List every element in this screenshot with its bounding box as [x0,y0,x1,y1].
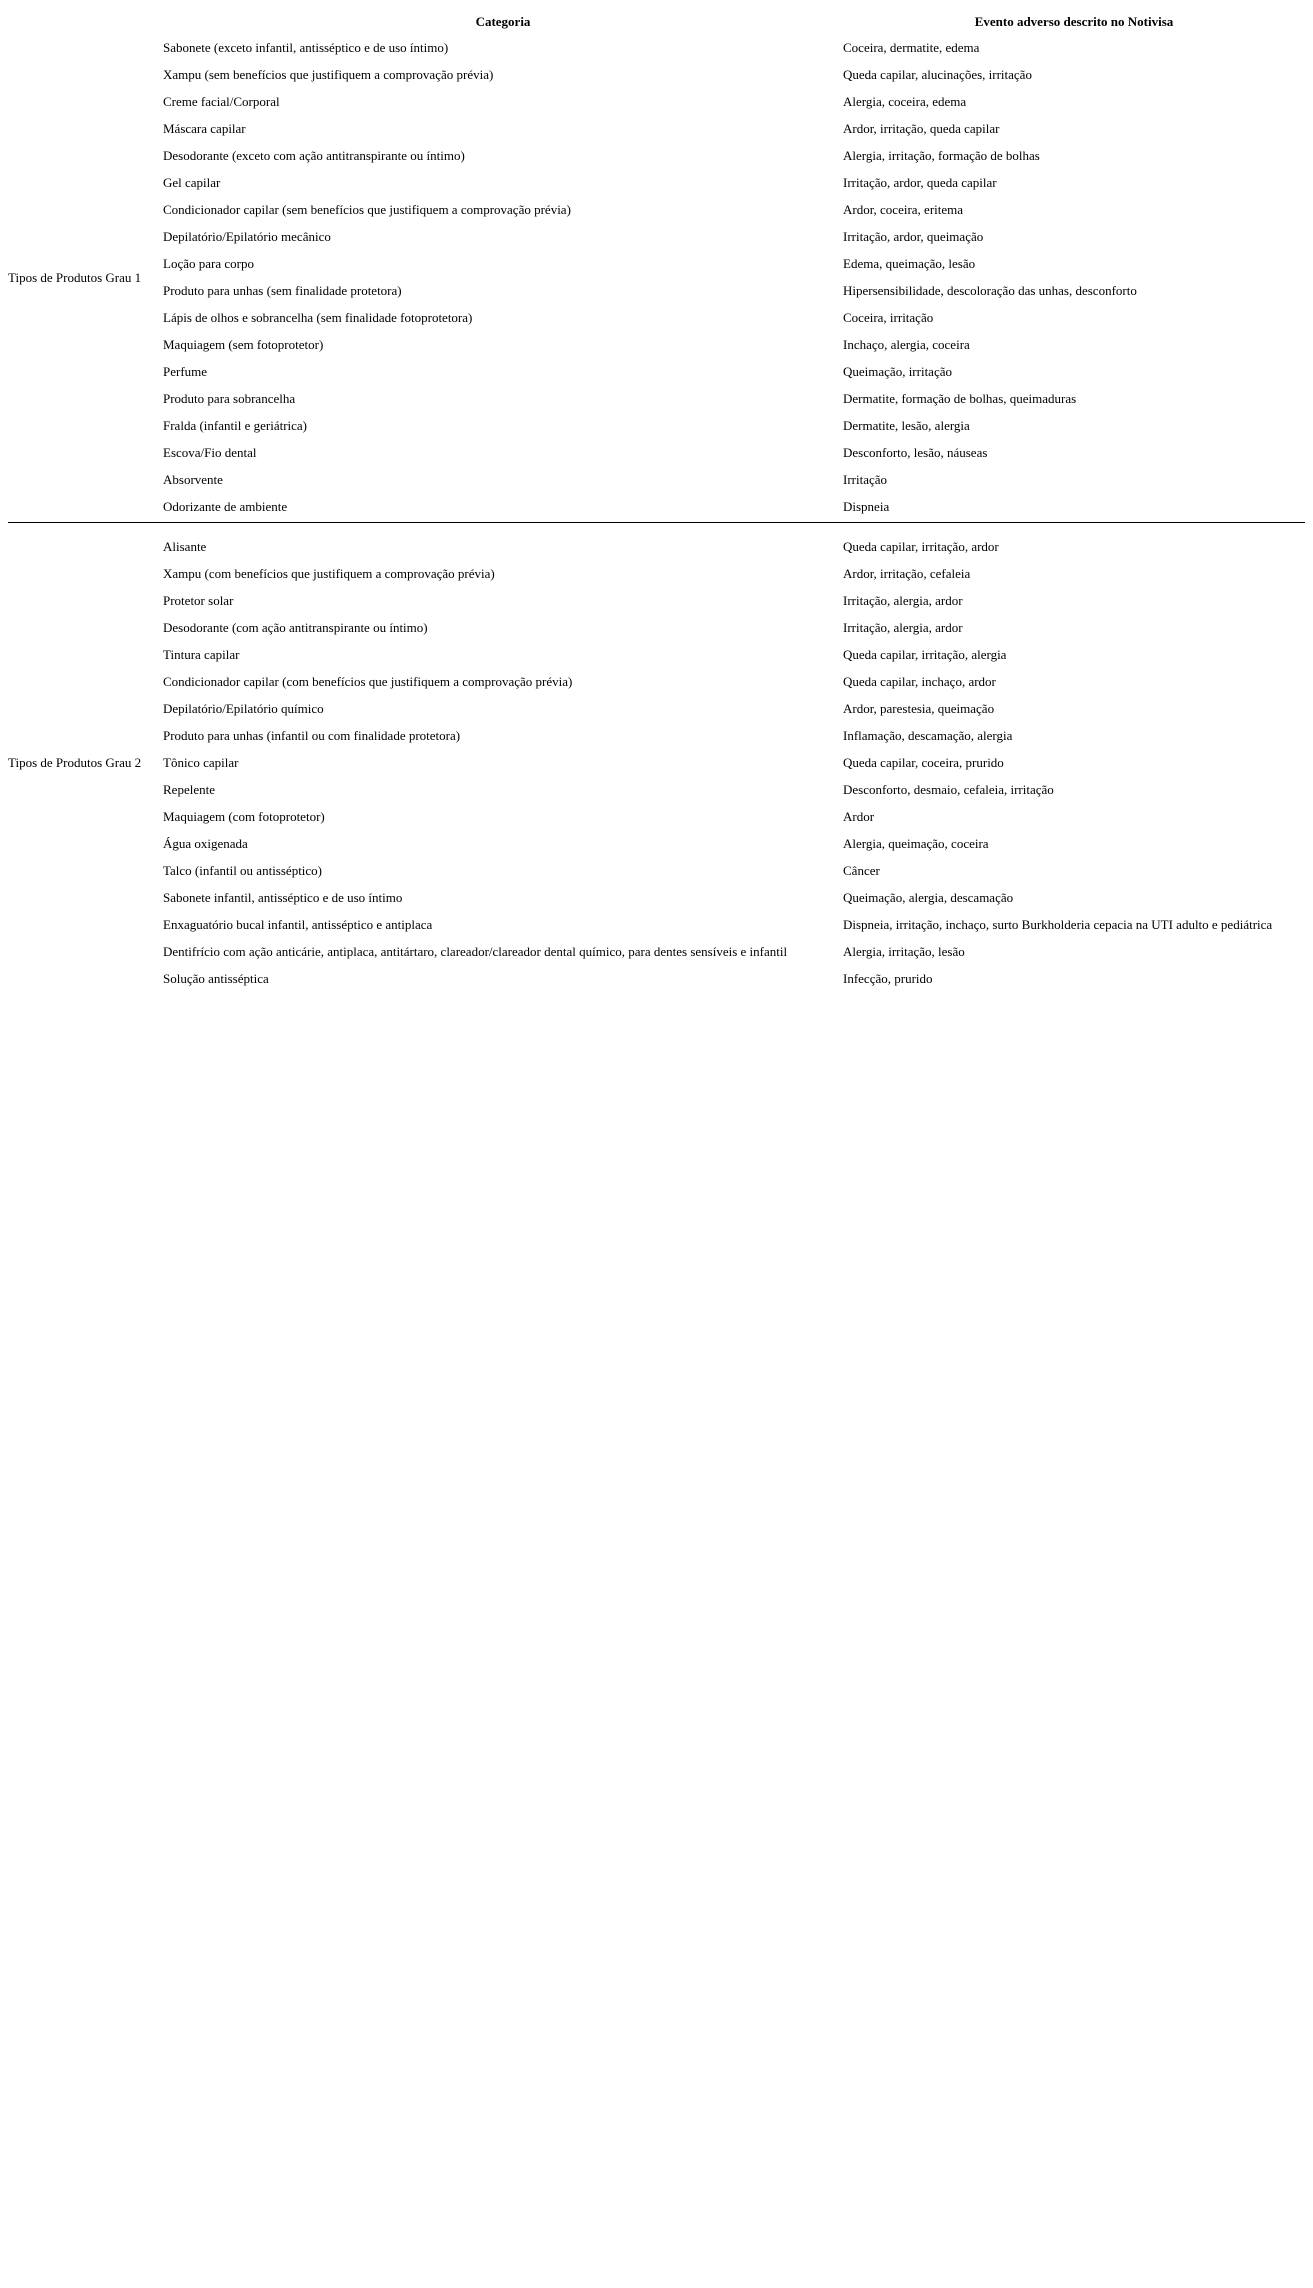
category-cell: Água oxigenada [163,836,248,851]
category-cell: Produto para unhas (infantil ou com finalidade protetora) [163,728,461,743]
category-cell: Sabonete infantil, antisséptico e de uso íntimo [163,890,403,905]
event-cell: Coceira, dermatite, edema [843,40,980,55]
event-cell: Irritação, ardor, queda capilar [843,175,997,190]
event-cell: Irritação [843,472,888,487]
table-row [8,911,1305,938]
table-row [8,277,1305,304]
table-row [8,142,1305,169]
category-cell: Produto para unhas (sem finalidade protetora) [163,283,402,298]
table-row [8,115,1305,142]
event-cell: Infecção, prurido [843,971,933,986]
event-cell: Irritação, ardor, queimação [843,229,984,244]
table-row [8,439,1305,466]
section-divider [8,520,1305,533]
event-cell: Irritação, alergia, ardor [843,620,963,635]
table-row [8,466,1305,493]
group-label: Tipos de Produtos Grau 2 [8,755,142,770]
table-row [8,223,1305,250]
event-cell: Câncer [843,863,880,878]
table-row [8,857,1305,884]
document-page [8,8,1305,992]
event-cell: Ardor, irritação, cefaleia [843,566,971,581]
table-row [8,250,1305,277]
table-row [8,695,1305,722]
category-cell: Enxaguatório bucal infantil, antisséptico e antiplaca [163,917,433,932]
table-row [8,614,1305,641]
event-cell: Dermatite, formação de bolhas, queimaduras [843,391,1077,406]
table-row [8,61,1305,88]
table-row [8,385,1305,412]
category-cell: Loção para corpo [163,256,254,271]
table-row [8,641,1305,668]
category-cell: Máscara capilar [163,121,246,136]
event-cell: Alergia, irritação, formação de bolhas [843,148,1040,163]
event-cell: Dermatite, lesão, alergia [843,418,970,433]
category-cell: Perfume [163,364,208,379]
event-cell: Ardor [843,809,875,824]
category-cell: Depilatório/Epilatório mecânico [163,229,331,244]
grade-1-section [8,34,1305,520]
event-cell: Ardor, coceira, eritema [843,202,964,217]
category-cell: Creme facial/Corporal [163,94,280,109]
category-cell: Xampu (com benefícios que justifiquem a comprovação prévia) [163,566,495,581]
event-cell: Ardor, parestesia, queimação [843,701,995,716]
event-cell: Queda capilar, coceira, prurido [843,755,1004,770]
event-cell: Desconforto, desmaio, cefaleia, irritação [843,782,1054,797]
table-row [8,722,1305,749]
category-cell: Talco (infantil ou antisséptico) [163,863,323,878]
event-cell: Queda capilar, alucinações, irritação [843,67,1032,82]
table-row [8,412,1305,439]
table-header-row [8,8,1305,34]
category-cell: Gel capilar [163,175,221,190]
category-cell: Produto para sobrancelha [163,391,296,406]
table-row [8,533,1305,560]
category-cell: Desodorante (exceto com ação antitranspirante ou íntimo) [163,148,465,163]
category-cell: Condicionador capilar (sem benefícios que justifiquem a comprovação prévia) [163,202,571,217]
grade-2-section [8,533,1305,992]
category-cell: Desodorante (com ação antitranspirante ou íntimo) [163,620,428,635]
event-cell: Dispneia [843,499,890,514]
event-column-header: Evento adverso descrito no Notivisa [974,13,1174,29]
group-column-header [8,8,163,34]
table-row [8,34,1305,61]
category-cell: Sabonete (exceto infantil, antisséptico e de uso íntimo) [163,40,449,55]
category-cell: Depilatório/Epilatório químico [163,701,324,716]
category-cell: Xampu (sem benefícios que justifiquem a comprovação prévia) [163,67,494,82]
event-cell: Coceira, irritação [843,310,934,325]
event-cell: Inflamação, descamação, alergia [843,728,1013,743]
event-cell: Alergia, coceira, edema [843,94,967,109]
category-cell: Solução antisséptica [163,971,269,986]
table-row [8,749,1305,776]
event-cell: Irritação, alergia, ardor [843,593,963,608]
table-row [8,358,1305,385]
table-row [8,560,1305,587]
event-cell: Queda capilar, irritação, alergia [843,647,1007,662]
group-label: Tipos de Produtos Grau 1 [8,269,142,285]
category-cell: Protetor solar [163,593,234,608]
table-row [8,304,1305,331]
table-row [8,965,1305,992]
event-cell: Queimação, alergia, descamação [843,890,1014,905]
event-cell: Edema, queimação, lesão [843,256,976,271]
category-cell: Alisante [163,539,207,554]
adverse-events-table [8,8,1305,992]
event-cell: Alergia, queimação, coceira [843,836,989,851]
category-cell: Odorizante de ambiente [163,499,288,514]
category-cell: Condicionador capilar (com benefícios que justifiquem a comprovação prévia) [163,674,573,689]
event-cell: Ardor, irritação, queda capilar [843,121,1000,136]
category-cell: Lápis de olhos e sobrancelha (sem finalidade fotoprotetora) [163,310,473,325]
category-cell: Fralda (infantil e geriátrica) [163,418,308,433]
table-row [8,830,1305,857]
event-cell: Queda capilar, inchaço, ardor [843,674,996,689]
table-row [8,169,1305,196]
category-cell: Repelente [163,782,215,797]
table-row [8,587,1305,614]
event-cell: Inchaço, alergia, coceira [843,337,970,352]
table-row [8,803,1305,830]
table-row [8,884,1305,911]
event-cell: Alergia, irritação, lesão [843,944,965,959]
table-row [8,331,1305,358]
category-cell: Maquiagem (com fotoprotetor) [163,809,325,824]
table-row [8,776,1305,803]
table-row [8,88,1305,115]
category-cell: Absorvente [163,472,223,487]
event-cell: Desconforto, lesão, náuseas [843,445,988,460]
category-cell: Dentifrício com ação anticárie, antiplaca, antitártaro, clareador/clareador dental químico, para dentes sensíveis e infantil [163,944,788,959]
category-cell: Tintura capilar [163,647,240,662]
table-row [8,493,1305,520]
category-cell: Maquiagem (sem fotoprotetor) [163,337,324,352]
category-cell: Escova/Fio dental [163,445,257,460]
event-cell: Queimação, irritação [843,364,952,379]
category-cell: Tônico capilar [163,755,239,770]
event-cell: Hipersensibilidade, descoloração das unhas, desconforto [843,283,1137,298]
category-column-header: Categoria [475,13,531,29]
event-cell: Queda capilar, irritação, ardor [843,539,999,554]
event-cell: Dispneia, irritação, inchaço, surto Burkholderia cepacia na UTI adulto e pediátrica [843,917,1273,932]
table-row [8,938,1305,965]
table-row [8,196,1305,223]
table-row [8,668,1305,695]
